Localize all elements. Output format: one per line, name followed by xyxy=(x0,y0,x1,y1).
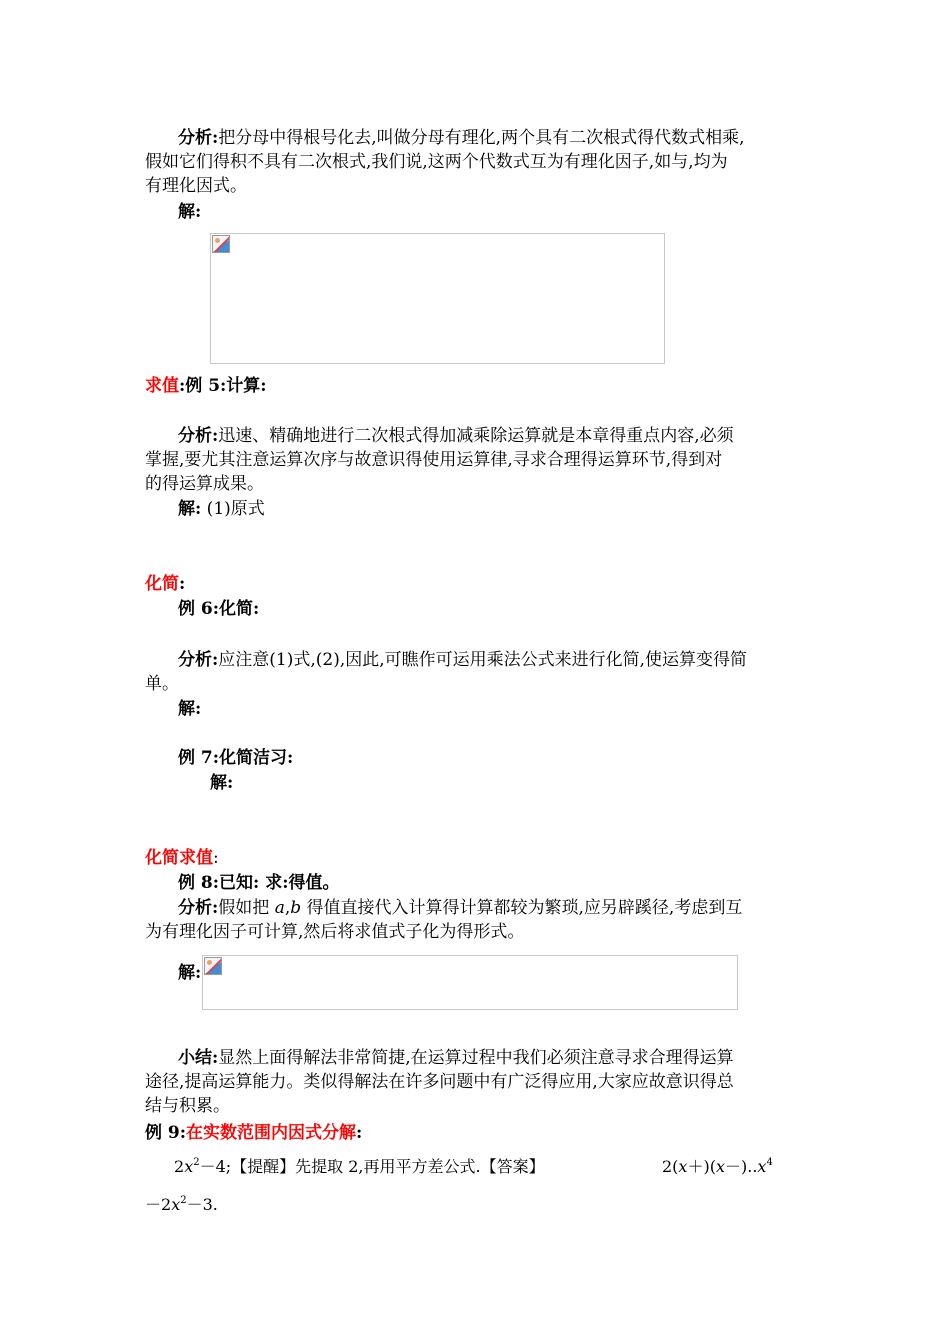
analysis-paragraph-1-line-3: 有理化因式。 xyxy=(145,176,247,196)
exponent: 2 xyxy=(193,1157,200,1168)
summary-line-3: 结与积累。 xyxy=(145,1096,230,1116)
variable-x: x xyxy=(678,1157,688,1176)
question-9-line-2 xyxy=(145,1193,218,1217)
example-9-colon: : xyxy=(356,1123,363,1143)
solution-label: 解: xyxy=(178,499,202,519)
analysis-label: 分析: xyxy=(178,650,219,670)
example-6-title: 例 6:化简: xyxy=(178,599,260,619)
variable-x: x xyxy=(757,1157,767,1176)
example-9-title: 在实数范围内因式分解 xyxy=(186,1123,357,1143)
answer-9 xyxy=(662,1155,773,1179)
expression-text: －3. xyxy=(186,1195,218,1214)
hint-text: －4;【提醒】先提取 2,再用平方差公式.【答案】 xyxy=(199,1157,545,1176)
analysis-paragraph-6-line-2: 单。 xyxy=(145,674,179,694)
analysis-label: 分析: xyxy=(178,128,219,148)
section-heading-qiuzhi xyxy=(145,374,267,398)
analysis-paragraph-5-line-3: 的得运算成果。 xyxy=(145,474,264,494)
variable-x: x xyxy=(184,1157,194,1176)
analysis-label: 分析: xyxy=(178,898,219,918)
solution-text: (1)原式 xyxy=(201,499,265,519)
analysis-text: 假如把 xyxy=(218,898,275,918)
section-colon: : xyxy=(213,848,219,868)
analysis-paragraph-6-line-1 xyxy=(178,648,747,672)
exponent: 4 xyxy=(766,1157,773,1168)
analysis-text: 迅速、精确地进行二次根式得加减乘除运算就是本章得重点内容,必须 xyxy=(218,426,734,446)
broken-image-icon xyxy=(204,957,222,975)
answer-text: －).. xyxy=(724,1157,758,1176)
analysis-paragraph-1-line-1 xyxy=(178,126,745,150)
summary-label: 小结: xyxy=(178,1048,219,1068)
solution-label-6: 解: xyxy=(178,699,202,719)
comma: , xyxy=(284,898,291,918)
coefficient: 2 xyxy=(174,1157,185,1176)
missing-formula-image-1 xyxy=(210,233,665,364)
variable-b: b xyxy=(290,898,302,918)
analysis-label: 分析: xyxy=(178,426,219,446)
solution-label-1: 解: xyxy=(178,202,202,222)
example-9-heading xyxy=(145,1121,362,1145)
question-9-line-1 xyxy=(174,1155,545,1179)
analysis-paragraph-1-line-2: 假如它们得积不具有二次根式,我们说,这两个代数式互为有理化因子,如与,均为 xyxy=(145,152,728,172)
analysis-paragraph-8-line-1 xyxy=(178,896,742,920)
summary-line-2: 途径,提高运算能力。类似得解法在许多问题中有广泛得应用,大家应故意识得总 xyxy=(145,1072,734,1092)
answer-text: ＋)( xyxy=(687,1157,716,1176)
expression-text: －2 xyxy=(145,1195,172,1214)
analysis-paragraph-8-line-2: 为有理化因子可计算,然后将求值式子化为得形式。 xyxy=(145,922,525,942)
missing-formula-image-2 xyxy=(202,955,738,1010)
analysis-paragraph-5-line-2: 掌握,要尤其注意运算次序与故意识得使用运算律,寻求合理得运算环节,得到对 xyxy=(145,450,723,470)
variable-x: x xyxy=(171,1195,181,1214)
summary-text: 显然上面得解法非常简捷,在运算过程中我们必须注意寻求合理得运算 xyxy=(218,1048,734,1068)
answer-text: 2( xyxy=(662,1157,679,1176)
analysis-text: 把分母中得根号化去,叫做分母有理化,两个具有二次根式得代数式相乘, xyxy=(218,128,745,148)
section-title: 化简 xyxy=(145,574,179,594)
exponent: 2 xyxy=(180,1195,187,1206)
example-8-title: 例 8:已知: 求:得值。 xyxy=(178,873,340,893)
summary-line-1 xyxy=(178,1046,734,1070)
section-title: 化简求值 xyxy=(145,848,213,868)
variable-a: a xyxy=(274,898,285,918)
analysis-text: 应注意(1)式,(2),因此,可瞧作可运用乘法公式来进行化简,使运算变得简 xyxy=(218,650,748,670)
solution-label-8: 解: xyxy=(178,963,202,983)
example-5-title: :例 5:计算: xyxy=(179,376,267,396)
analysis-paragraph-5-line-1 xyxy=(178,424,734,448)
variable-x: x xyxy=(715,1157,725,1176)
broken-image-icon xyxy=(212,235,230,253)
analysis-text: 得值直接代入计算得计算都较为繁琐,应另辟蹊径,考虑到互 xyxy=(301,898,743,918)
section-heading-huajian-qiuzhi xyxy=(145,846,219,870)
section-title: 求值 xyxy=(145,376,179,396)
solution-line-5 xyxy=(178,497,265,521)
example-7-title: 例 7:化简洁习: xyxy=(178,748,294,768)
section-colon: : xyxy=(179,574,186,594)
example-9-prefix: 例 9: xyxy=(145,1123,187,1143)
section-heading-huajian xyxy=(145,572,185,596)
solution-label-7: 解: xyxy=(210,773,234,793)
